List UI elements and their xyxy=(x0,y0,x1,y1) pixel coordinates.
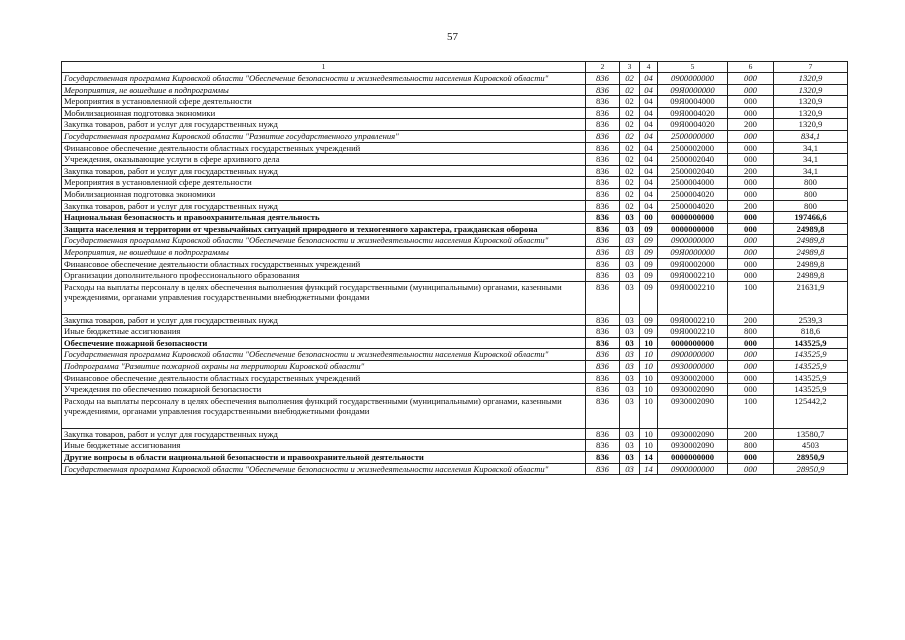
amount-cell: 4503 xyxy=(774,440,848,452)
expense-type-cell: 000 xyxy=(728,361,774,373)
subsection-code-cell: 04 xyxy=(640,119,658,131)
item-name-cell: Государственная программа Кировской области "Обеспечение безопасности и жизнедеятельности населения Кировской области" xyxy=(62,235,586,247)
target-article-cell: 09Я0000000 xyxy=(658,84,728,96)
amount-cell: 143525,9 xyxy=(774,384,848,396)
section-code-cell: 03 xyxy=(620,452,640,464)
amount-cell: 34,1 xyxy=(774,154,848,166)
amount-cell: 1320,9 xyxy=(774,107,848,119)
ministry-code-cell: 836 xyxy=(586,200,620,212)
section-code-cell: 03 xyxy=(620,258,640,270)
ministry-code-cell: 836 xyxy=(586,235,620,247)
amount-cell: 143525,9 xyxy=(774,337,848,349)
subsection-code-cell: 09 xyxy=(640,246,658,258)
amount-cell: 34,1 xyxy=(774,142,848,154)
table-row xyxy=(62,428,848,440)
expense-type-cell: 200 xyxy=(728,165,774,177)
expense-type-cell: 000 xyxy=(728,154,774,166)
target-article-cell: 09Я0004000 xyxy=(658,96,728,108)
ministry-code-cell: 836 xyxy=(586,212,620,224)
table-row xyxy=(62,440,848,452)
section-code-cell: 03 xyxy=(620,372,640,384)
expense-type-cell: 000 xyxy=(728,246,774,258)
table-row xyxy=(62,96,848,108)
expense-type-cell: 000 xyxy=(728,130,774,142)
table-row xyxy=(62,452,848,464)
table-row xyxy=(62,188,848,200)
subsection-code-cell: 04 xyxy=(640,188,658,200)
table-row xyxy=(62,314,848,326)
ministry-code-cell: 836 xyxy=(586,96,620,108)
target-article-cell: 0900000000 xyxy=(658,463,728,475)
item-name-cell: Расходы на выплаты персоналу в целях обеспечения выполнения функций государственными (муниципальными) органами, казенными учреждениями, органами управления государственными внебюджетными фондами xyxy=(62,395,586,428)
section-code-cell: 03 xyxy=(620,223,640,235)
expense-type-cell: 000 xyxy=(728,337,774,349)
amount-cell: 1320,9 xyxy=(774,73,848,85)
ministry-code-cell: 836 xyxy=(586,440,620,452)
item-name-cell: Другие вопросы в области национальной безопасности и правоохранительной деятельности xyxy=(62,452,586,464)
table-row xyxy=(62,73,848,85)
item-name-cell: Закупка товаров, работ и услуг для государственных нужд xyxy=(62,428,586,440)
ministry-code-cell: 836 xyxy=(586,165,620,177)
item-name-cell: Мероприятия, не вошедшие в подпрограммы xyxy=(62,246,586,258)
item-name-cell: Защита населения и территории от чрезвычайных ситуаций природного и техногенного характера, гражданская оборона xyxy=(62,223,586,235)
table-row xyxy=(62,119,848,131)
subsection-code-cell: 10 xyxy=(640,395,658,428)
section-code-cell: 02 xyxy=(620,84,640,96)
table-row xyxy=(62,130,848,142)
target-article-cell: 0930002000 xyxy=(658,372,728,384)
expense-type-cell: 000 xyxy=(728,223,774,235)
table-row xyxy=(62,281,848,314)
column-number: 1 xyxy=(62,62,586,73)
section-code-cell: 02 xyxy=(620,177,640,189)
ministry-code-cell: 836 xyxy=(586,84,620,96)
target-article-cell: 0000000000 xyxy=(658,223,728,235)
ministry-code-cell: 836 xyxy=(586,314,620,326)
target-article-cell: 0000000000 xyxy=(658,212,728,224)
amount-cell: 24989,8 xyxy=(774,258,848,270)
item-name-cell: Организации дополнительного профессионального образования xyxy=(62,270,586,282)
subsection-code-cell: 14 xyxy=(640,452,658,464)
target-article-cell: 2500000000 xyxy=(658,130,728,142)
section-code-cell: 03 xyxy=(620,463,640,475)
section-code-cell: 03 xyxy=(620,428,640,440)
table-row xyxy=(62,154,848,166)
target-article-cell: 2500002040 xyxy=(658,165,728,177)
expense-type-cell: 200 xyxy=(728,428,774,440)
item-name-cell: Иные бюджетные ассигнования xyxy=(62,326,586,338)
page-number: 57 xyxy=(447,31,458,43)
subsection-code-cell: 04 xyxy=(640,177,658,189)
subsection-code-cell: 10 xyxy=(640,349,658,361)
section-code-cell: 02 xyxy=(620,96,640,108)
amount-cell: 24989,8 xyxy=(774,235,848,247)
section-code-cell: 03 xyxy=(620,326,640,338)
amount-cell: 24989,8 xyxy=(774,270,848,282)
section-code-cell: 03 xyxy=(620,235,640,247)
target-article-cell: 09Я0002210 xyxy=(658,326,728,338)
ministry-code-cell: 836 xyxy=(586,73,620,85)
ministry-code-cell: 836 xyxy=(586,337,620,349)
target-article-cell: 0930002090 xyxy=(658,395,728,428)
target-article-cell: 09Я0002210 xyxy=(658,314,728,326)
expense-type-cell: 000 xyxy=(728,177,774,189)
table-row xyxy=(62,463,848,475)
expense-type-cell: 000 xyxy=(728,84,774,96)
item-name-cell: Мероприятия, не вошедшие в подпрограммы xyxy=(62,84,586,96)
expense-type-cell: 200 xyxy=(728,200,774,212)
subsection-code-cell: 10 xyxy=(640,384,658,396)
item-name-cell: Финансовое обеспечение деятельности областных государственных учреждений xyxy=(62,258,586,270)
table-row xyxy=(62,270,848,282)
item-name-cell: Закупка товаров, работ и услуг для государственных нужд xyxy=(62,200,586,212)
item-name-cell: Подпрограмма "Развитие пожарной охраны на территории Кировской области" xyxy=(62,361,586,373)
item-name-cell: Финансовое обеспечение деятельности областных государственных учреждений xyxy=(62,372,586,384)
column-number: 7 xyxy=(774,62,848,73)
section-code-cell: 03 xyxy=(620,361,640,373)
item-name-cell: Закупка товаров, работ и услуг для государственных нужд xyxy=(62,314,586,326)
section-code-cell: 03 xyxy=(620,314,640,326)
expense-type-cell: 000 xyxy=(728,463,774,475)
amount-cell: 21631,9 xyxy=(774,281,848,314)
expense-type-cell: 000 xyxy=(728,384,774,396)
subsection-code-cell: 04 xyxy=(640,200,658,212)
ministry-code-cell: 836 xyxy=(586,372,620,384)
ministry-code-cell: 836 xyxy=(586,119,620,131)
table-row xyxy=(62,177,848,189)
subsection-code-cell: 04 xyxy=(640,73,658,85)
ministry-code-cell: 836 xyxy=(586,107,620,119)
amount-cell: 800 xyxy=(774,188,848,200)
item-name-cell: Иные бюджетные ассигнования xyxy=(62,440,586,452)
table-row xyxy=(62,223,848,235)
expense-type-cell: 000 xyxy=(728,212,774,224)
amount-cell: 13580,7 xyxy=(774,428,848,440)
expense-type-cell: 000 xyxy=(728,270,774,282)
target-article-cell: 0900000000 xyxy=(658,349,728,361)
ministry-code-cell: 836 xyxy=(586,177,620,189)
amount-cell: 1320,9 xyxy=(774,119,848,131)
section-code-cell: 03 xyxy=(620,440,640,452)
table-row xyxy=(62,200,848,212)
subsection-code-cell: 04 xyxy=(640,165,658,177)
ministry-code-cell: 836 xyxy=(586,361,620,373)
table-row xyxy=(62,384,848,396)
item-name-cell: Закупка товаров, работ и услуг для государственных нужд xyxy=(62,165,586,177)
subsection-code-cell: 10 xyxy=(640,428,658,440)
column-number: 5 xyxy=(658,62,728,73)
subsection-code-cell: 04 xyxy=(640,142,658,154)
expense-type-cell: 100 xyxy=(728,395,774,428)
target-article-cell: 2500002040 xyxy=(658,154,728,166)
ministry-code-cell: 836 xyxy=(586,154,620,166)
subsection-code-cell: 10 xyxy=(640,440,658,452)
subsection-code-cell: 09 xyxy=(640,223,658,235)
item-name-cell: Финансовое обеспечение деятельности областных государственных учреждений xyxy=(62,142,586,154)
table-row xyxy=(62,372,848,384)
ministry-code-cell: 836 xyxy=(586,281,620,314)
subsection-code-cell: 09 xyxy=(640,326,658,338)
section-code-cell: 03 xyxy=(620,337,640,349)
ministry-code-cell: 836 xyxy=(586,130,620,142)
expense-type-cell: 000 xyxy=(728,142,774,154)
column-number: 6 xyxy=(728,62,774,73)
amount-cell: 28950,9 xyxy=(774,463,848,475)
section-code-cell: 02 xyxy=(620,73,640,85)
ministry-code-cell: 836 xyxy=(586,428,620,440)
section-code-cell: 02 xyxy=(620,154,640,166)
subsection-code-cell: 09 xyxy=(640,281,658,314)
subsection-code-cell: 04 xyxy=(640,130,658,142)
subsection-code-cell: 04 xyxy=(640,84,658,96)
table-row xyxy=(62,337,848,349)
ministry-code-cell: 836 xyxy=(586,258,620,270)
expense-type-cell: 000 xyxy=(728,188,774,200)
expense-type-cell: 200 xyxy=(728,119,774,131)
ministry-code-cell: 836 xyxy=(586,188,620,200)
target-article-cell: 0930002090 xyxy=(658,440,728,452)
amount-cell: 143525,9 xyxy=(774,349,848,361)
table-row xyxy=(62,258,848,270)
table-row xyxy=(62,84,848,96)
subsection-code-cell: 10 xyxy=(640,337,658,349)
expense-type-cell: 000 xyxy=(728,372,774,384)
amount-cell: 28950,9 xyxy=(774,452,848,464)
section-code-cell: 03 xyxy=(620,395,640,428)
column-number-row xyxy=(62,62,848,73)
section-code-cell: 02 xyxy=(620,142,640,154)
ministry-code-cell: 836 xyxy=(586,270,620,282)
section-code-cell: 02 xyxy=(620,188,640,200)
ministry-code-cell: 836 xyxy=(586,395,620,428)
item-name-cell: Мероприятия в установленной сфере деятельности xyxy=(62,96,586,108)
target-article-cell: 0000000000 xyxy=(658,452,728,464)
table-row xyxy=(62,326,848,338)
section-code-cell: 03 xyxy=(620,212,640,224)
column-number: 2 xyxy=(586,62,620,73)
item-name-cell: Обеспечение пожарной безопасности xyxy=(62,337,586,349)
section-code-cell: 03 xyxy=(620,270,640,282)
section-code-cell: 02 xyxy=(620,200,640,212)
budget-table xyxy=(61,61,848,475)
item-name-cell: Мобилизационная подготовка экономики xyxy=(62,107,586,119)
subsection-code-cell: 04 xyxy=(640,107,658,119)
section-code-cell: 02 xyxy=(620,165,640,177)
item-name-cell: Государственная программа Кировской области "Обеспечение безопасности и жизнедеятельности населения Кировской области" xyxy=(62,73,586,85)
item-name-cell: Мероприятия в установленной сфере деятельности xyxy=(62,177,586,189)
column-number: 4 xyxy=(640,62,658,73)
expense-type-cell: 000 xyxy=(728,96,774,108)
target-article-cell: 0930000000 xyxy=(658,361,728,373)
table-row xyxy=(62,395,848,428)
amount-cell: 24989,8 xyxy=(774,223,848,235)
table-row xyxy=(62,107,848,119)
item-name-cell: Национальная безопасность и правоохранительная деятельность xyxy=(62,212,586,224)
ministry-code-cell: 836 xyxy=(586,384,620,396)
target-article-cell: 2500002000 xyxy=(658,142,728,154)
amount-cell: 125442,2 xyxy=(774,395,848,428)
target-article-cell: 2500004020 xyxy=(658,200,728,212)
section-code-cell: 03 xyxy=(620,384,640,396)
target-article-cell: 0930002090 xyxy=(658,384,728,396)
target-article-cell: 2500004000 xyxy=(658,177,728,189)
ministry-code-cell: 836 xyxy=(586,142,620,154)
target-article-cell: 09Я0004020 xyxy=(658,107,728,119)
expense-type-cell: 000 xyxy=(728,107,774,119)
target-article-cell: 09Я0002210 xyxy=(658,270,728,282)
target-article-cell: 09Я0002000 xyxy=(658,258,728,270)
target-article-cell: 0900000000 xyxy=(658,235,728,247)
ministry-code-cell: 836 xyxy=(586,326,620,338)
item-name-cell: Расходы на выплаты персоналу в целях обеспечения выполнения функций государственными (муниципальными) органами, казенными учреждениями, органами управления государственными внебюджетными фондами xyxy=(62,281,586,314)
subsection-code-cell: 09 xyxy=(640,235,658,247)
amount-cell: 1320,9 xyxy=(774,96,848,108)
ministry-code-cell: 836 xyxy=(586,223,620,235)
item-name-cell: Учреждения по обеспечению пожарной безопасности xyxy=(62,384,586,396)
target-article-cell: 0900000000 xyxy=(658,73,728,85)
table-row xyxy=(62,165,848,177)
expense-type-cell: 000 xyxy=(728,258,774,270)
subsection-code-cell: 09 xyxy=(640,314,658,326)
amount-cell: 197466,6 xyxy=(774,212,848,224)
amount-cell: 34,1 xyxy=(774,165,848,177)
expense-type-cell: 000 xyxy=(728,452,774,464)
section-code-cell: 03 xyxy=(620,281,640,314)
ministry-code-cell: 836 xyxy=(586,463,620,475)
amount-cell: 143525,9 xyxy=(774,361,848,373)
subsection-code-cell: 00 xyxy=(640,212,658,224)
amount-cell: 24989,8 xyxy=(774,246,848,258)
section-code-cell: 02 xyxy=(620,107,640,119)
table-row xyxy=(62,246,848,258)
section-code-cell: 02 xyxy=(620,130,640,142)
expense-type-cell: 800 xyxy=(728,326,774,338)
target-article-cell: 09Я0004020 xyxy=(658,119,728,131)
amount-cell: 143525,9 xyxy=(774,372,848,384)
section-code-cell: 03 xyxy=(620,246,640,258)
target-article-cell: 2500004020 xyxy=(658,188,728,200)
item-name-cell: Государственная программа Кировской области "Обеспечение безопасности и жизнедеятельности населения Кировской области" xyxy=(62,463,586,475)
table-row xyxy=(62,349,848,361)
subsection-code-cell: 10 xyxy=(640,361,658,373)
amount-cell: 818,6 xyxy=(774,326,848,338)
item-name-cell: Государственная программа Кировской области "Развитие государственного управления" xyxy=(62,130,586,142)
amount-cell: 1320,9 xyxy=(774,84,848,96)
table-row xyxy=(62,212,848,224)
amount-cell: 2539,3 xyxy=(774,314,848,326)
expense-type-cell: 000 xyxy=(728,235,774,247)
ministry-code-cell: 836 xyxy=(586,349,620,361)
expense-type-cell: 800 xyxy=(728,440,774,452)
ministry-code-cell: 836 xyxy=(586,246,620,258)
expense-type-cell: 100 xyxy=(728,281,774,314)
subsection-code-cell: 14 xyxy=(640,463,658,475)
item-name-cell: Учреждения, оказывающие услуги в сфере архивного дела xyxy=(62,154,586,166)
expense-type-cell: 200 xyxy=(728,314,774,326)
section-code-cell: 02 xyxy=(620,119,640,131)
table-row xyxy=(62,142,848,154)
expense-type-cell: 000 xyxy=(728,73,774,85)
table-row xyxy=(62,235,848,247)
column-number: 3 xyxy=(620,62,640,73)
amount-cell: 800 xyxy=(774,177,848,189)
expense-type-cell: 000 xyxy=(728,349,774,361)
table-row xyxy=(62,361,848,373)
target-article-cell: 0930002090 xyxy=(658,428,728,440)
subsection-code-cell: 04 xyxy=(640,154,658,166)
section-code-cell: 03 xyxy=(620,349,640,361)
item-name-cell: Государственная программа Кировской области "Обеспечение безопасности и жизнедеятельности населения Кировской области" xyxy=(62,349,586,361)
amount-cell: 800 xyxy=(774,200,848,212)
item-name-cell: Мобилизационная подготовка экономики xyxy=(62,188,586,200)
subsection-code-cell: 04 xyxy=(640,96,658,108)
subsection-code-cell: 09 xyxy=(640,258,658,270)
amount-cell: 834,1 xyxy=(774,130,848,142)
subsection-code-cell: 10 xyxy=(640,372,658,384)
subsection-code-cell: 09 xyxy=(640,270,658,282)
item-name-cell: Закупка товаров, работ и услуг для государственных нужд xyxy=(62,119,586,131)
target-article-cell: 0000000000 xyxy=(658,337,728,349)
target-article-cell: 09Я0000000 xyxy=(658,246,728,258)
target-article-cell: 09Я0002210 xyxy=(658,281,728,314)
ministry-code-cell: 836 xyxy=(586,452,620,464)
